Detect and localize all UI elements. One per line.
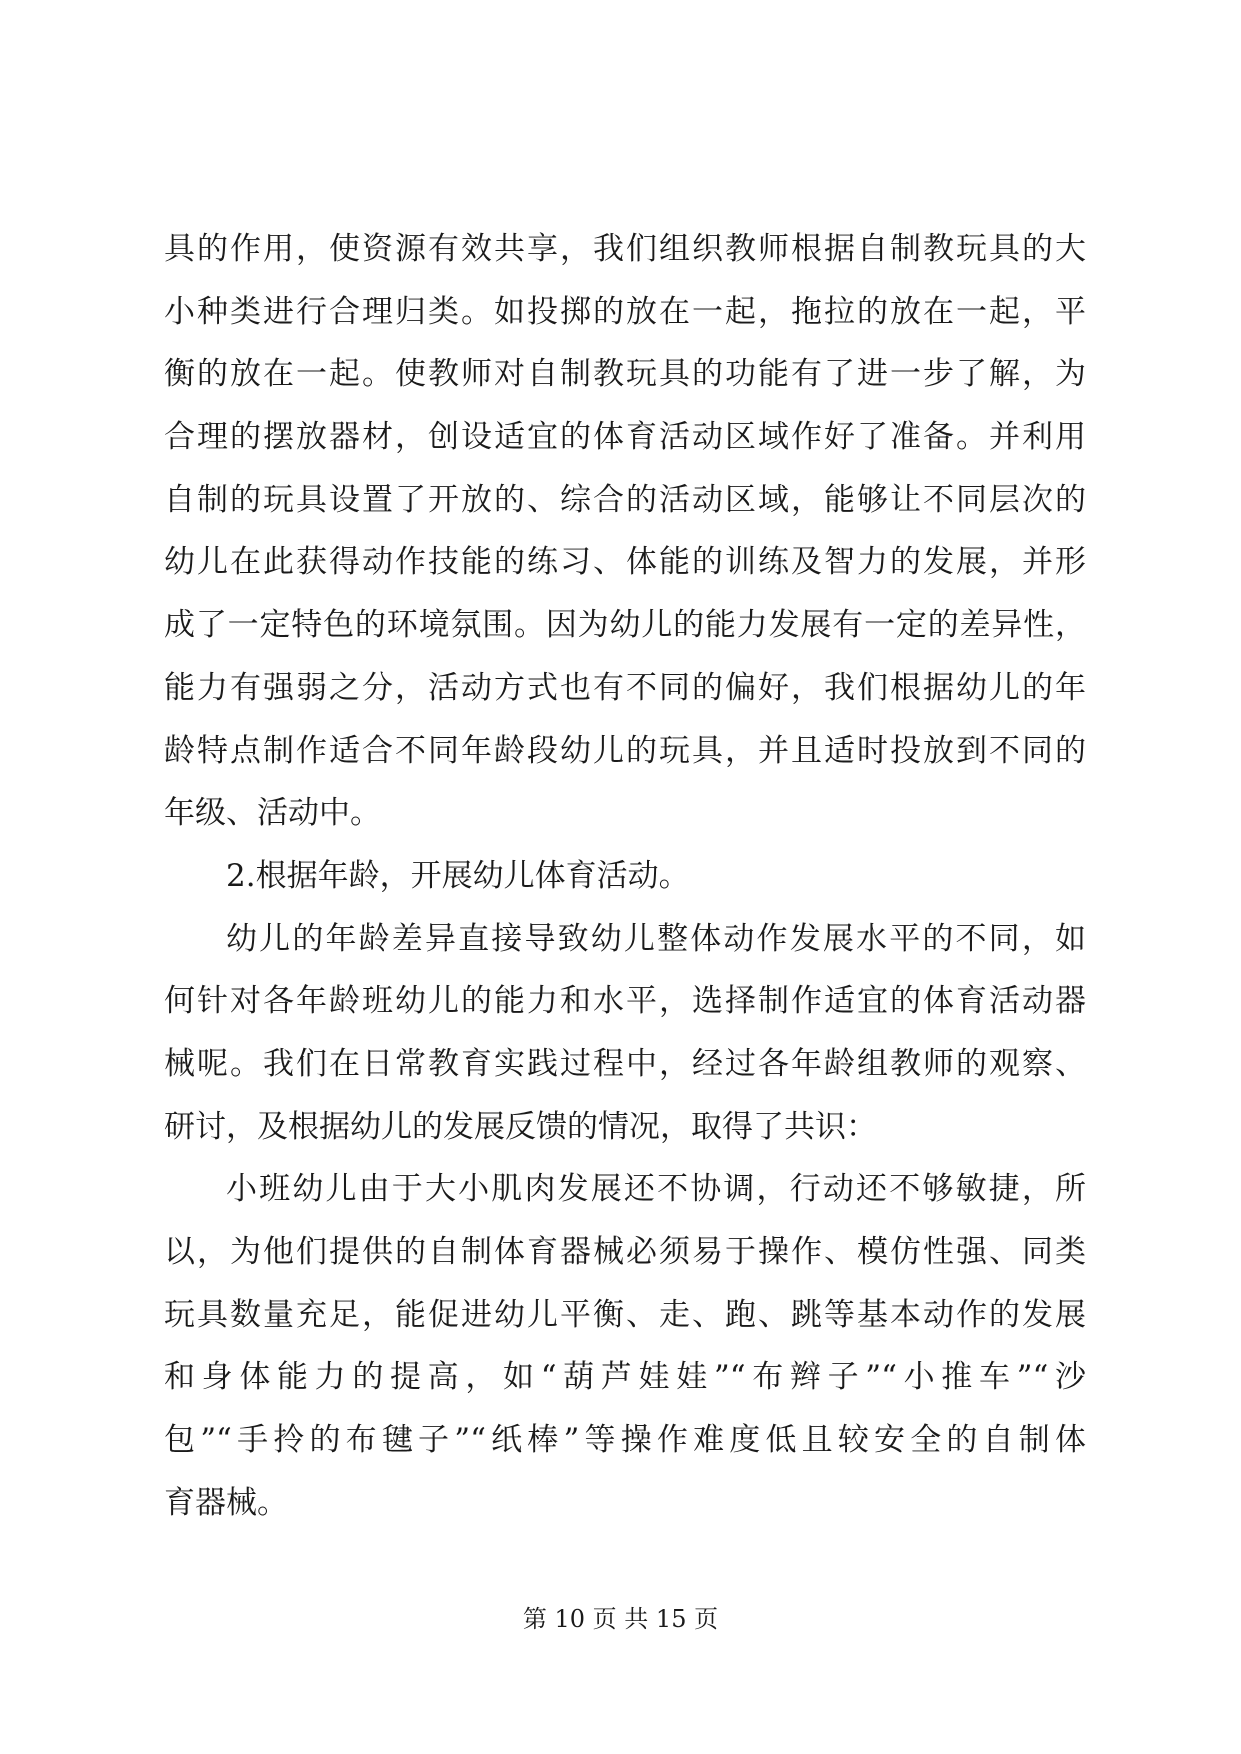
text-line: 2.根据年龄，开展幼儿体育活动。	[226, 857, 690, 894]
text-line: 具的作用，使资源有效共享，我们组织教师根据自制教玩具的大	[164, 231, 1086, 267]
body-text	[164, 218, 1086, 1534]
text-line: 何针对各年龄班幼儿的能力和水平，选择制作适宜的体育活动器	[164, 983, 1086, 1020]
text-line: 合理的摆放器材，创设适宜的体育活动区域作好了准备。并利用	[164, 419, 1086, 456]
text-line: 械呢。我们在日常教育实践过程中，经过各年龄组教师的观察、	[164, 1045, 1086, 1082]
text-line: 幼儿的年龄差异直接导致幼儿整体动作发展水平的不同，如	[226, 920, 1086, 957]
text-line: 研讨，及根据幼儿的发展反馈的情况，取得了共识：	[164, 1108, 877, 1145]
text-line: 成了一定特色的环境氛围。因为幼儿的能力发展有一定的差异性，	[164, 607, 1086, 644]
text-line: 自制的玩具设置了开放的、综合的活动区域，能够让不同层次的	[164, 481, 1086, 518]
text-line: 以，为他们提供的自制体育器械必须易于操作、模仿性强、同类	[164, 1234, 1086, 1270]
text-line: 小种类进行合理归类。如投掷的放在一起，拖拉的放在一起，平	[164, 293, 1086, 330]
text-line: 能力有强弱之分，活动方式也有不同的偏好，我们根据幼儿的年	[164, 669, 1086, 706]
text-line: 年级、活动中。	[164, 795, 381, 832]
text-line: 衡的放在一起。使教师对自制教玩具的功能有了进一步了解，为	[164, 356, 1086, 393]
text-line: 小班幼儿由于大小肌肉发展还不协调，行动还不够敏捷，所	[226, 1171, 1086, 1208]
text-line: 幼儿在此获得动作技能的练习、体能的训练及智力的发展，并形	[164, 544, 1086, 581]
text-line: 育器械。	[164, 1484, 288, 1521]
text-line: 玩具数量充足，能促进幼儿平衡、走、跑、跳等基本动作的发展	[164, 1296, 1086, 1333]
text-line: 龄特点制作适合不同年龄段幼儿的玩具，并且适时投放到不同的	[164, 732, 1086, 769]
page-footer: 第 10 页 共 15 页	[522, 1605, 719, 1633]
text-line: 和身体能力的提高，如“葫芦娃娃”“布辫子”“小推车”“沙	[164, 1359, 1086, 1396]
text-line: 包”“手拎的布毽子”“纸棒”等操作难度低且较安全的自制体	[164, 1422, 1086, 1459]
